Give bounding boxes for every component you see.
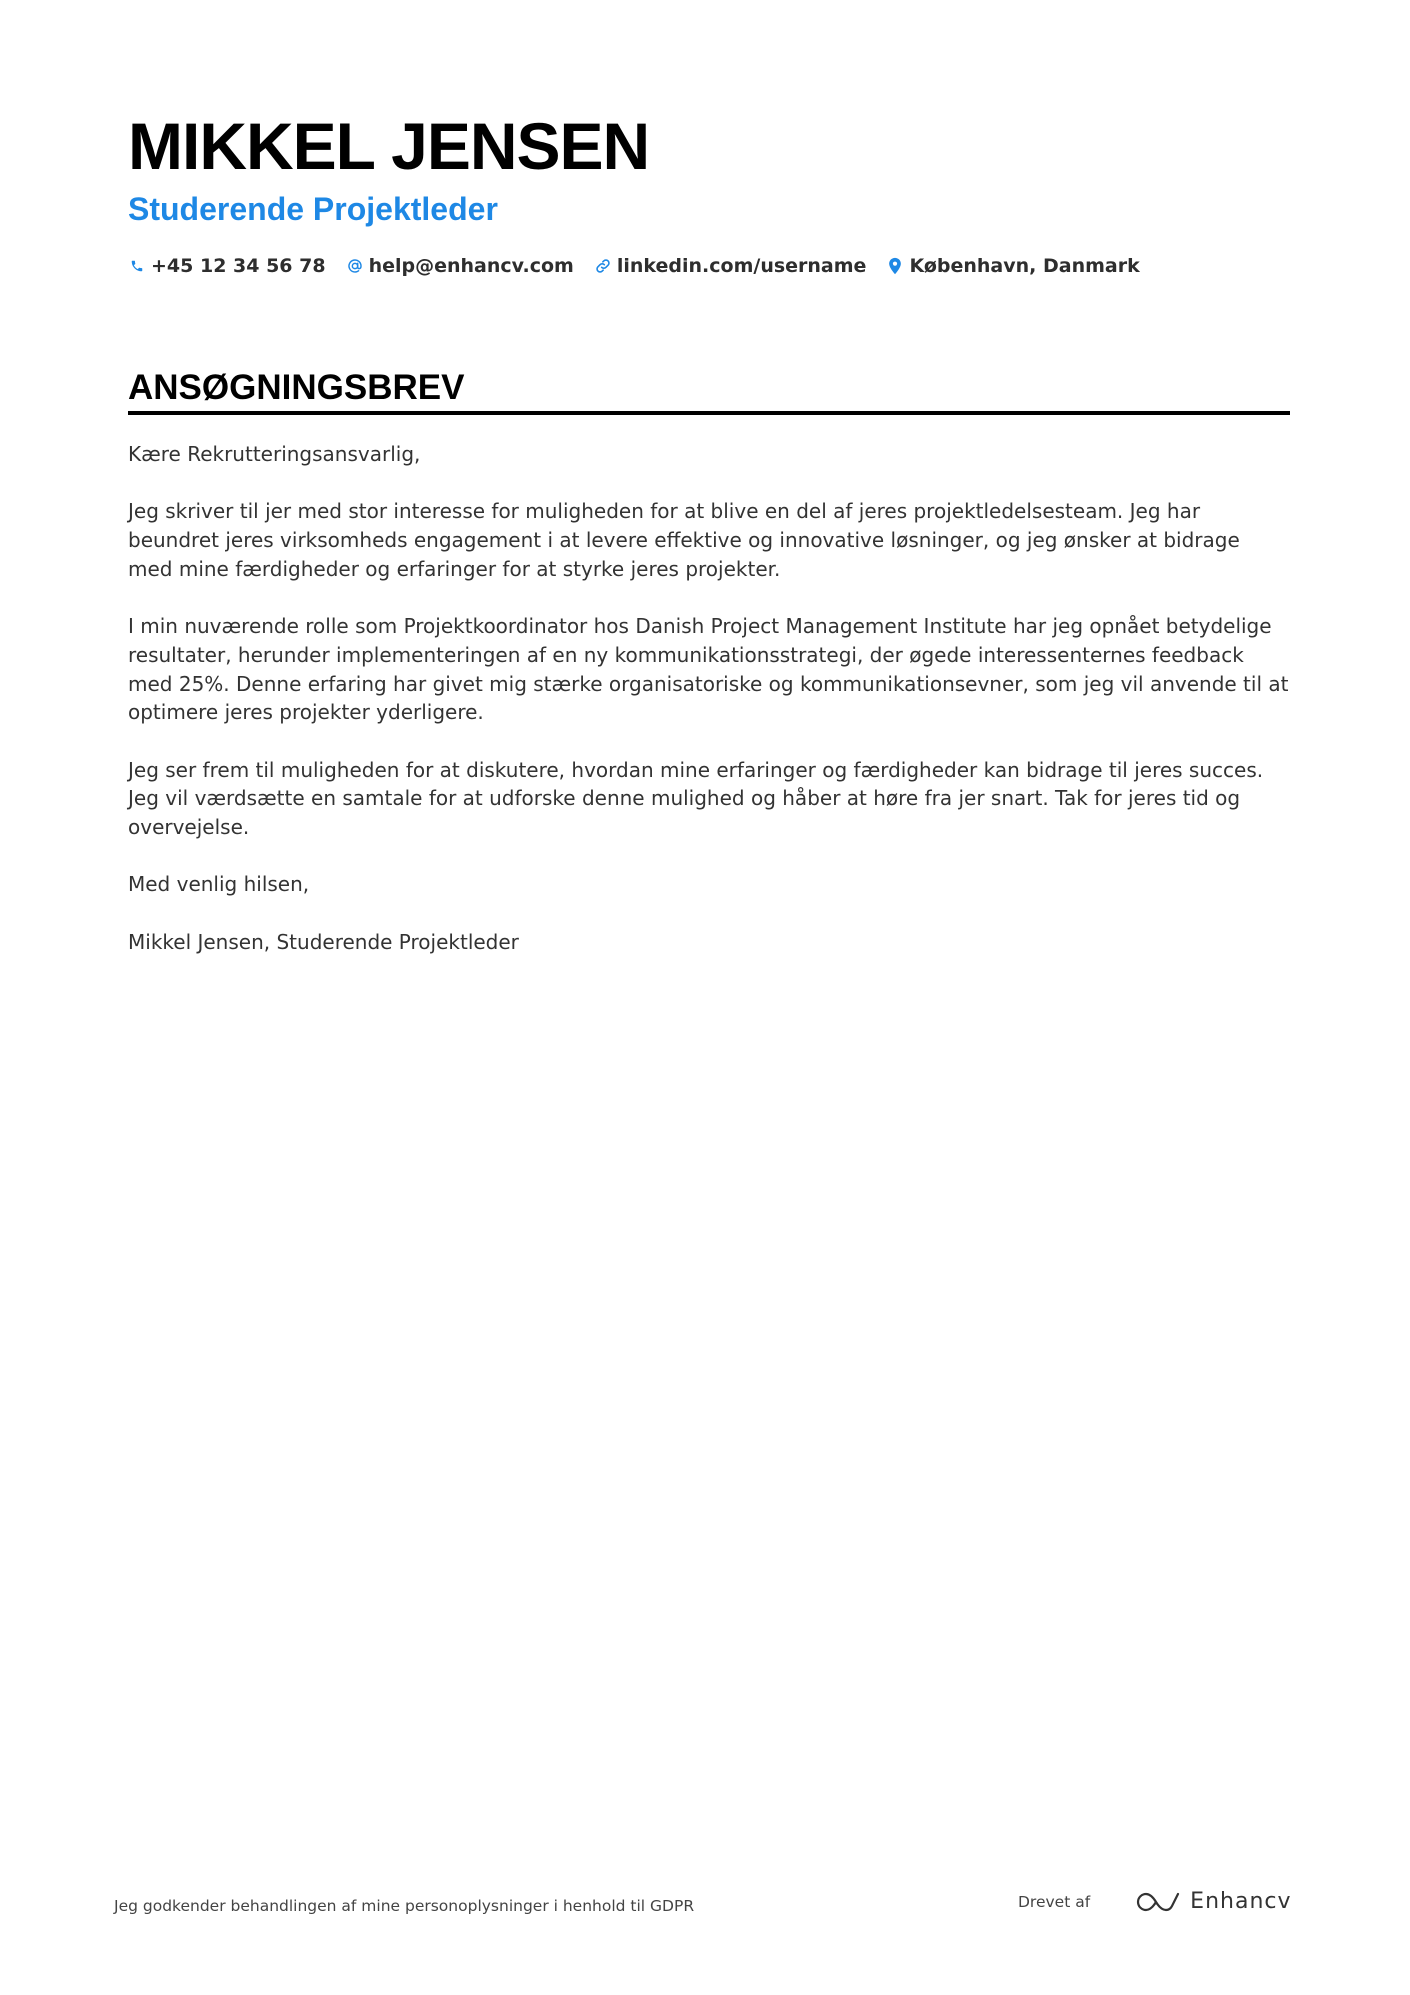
contact-bar	[128, 255, 1160, 277]
at-icon	[346, 256, 364, 276]
letter-paragraph: I min nuværende rolle som Projektkoordinator hos Danish Project Management Institute har jeg opnået betydelige resultater, herunder implementeringen af en ny kommunikationsstrategi, der øgede interessenternes feedback med 25%. Denne erfaring har givet mig stærke organisatoriske og kommunikationsevner, som jeg vil anvende til at optimere jeres projekter yderligere.	[128, 614, 1289, 725]
contact-email	[346, 255, 574, 277]
enhancv-brand[interactable]	[1134, 1889, 1291, 1914]
letter-paragraph: Jeg skriver til jer med stor interesse for muligheden for at blive en del af jeres projektledelsesteam. Jeg har beundret jeres virksomheds engagement i at levere effektive og innovative løsninger, og jeg ønsker at bidrage med mine færdigheder og erfaringer for at styrke jeres projekter.	[128, 499, 1240, 581]
applicant-name: MIKKEL JENSEN	[128, 109, 650, 183]
letter-signature: Mikkel Jensen, Studerende Projektleder	[128, 929, 519, 954]
contact-location	[886, 255, 1139, 277]
letter-greeting: Kære Rekrutteringsansvarlig,	[128, 442, 421, 466]
phone-number: +45 12 34 56 78	[151, 255, 326, 277]
link-icon	[594, 256, 612, 276]
enhancv-logo-icon	[1134, 1890, 1182, 1914]
letter-body	[128, 440, 1290, 985]
section-heading: ANSØGNINGSBREV	[128, 368, 465, 407]
enhancv-wordmark: Enhancv	[1190, 1889, 1292, 1914]
letter-closing: Med venlig hilsen,	[128, 872, 310, 897]
location: København, Danmark	[909, 255, 1140, 277]
powered-by	[1018, 1889, 1292, 1914]
location-pin-icon	[886, 256, 904, 276]
applicant-title: Studerende Projektleder	[128, 191, 498, 227]
contact-phone	[128, 255, 326, 277]
gdpr-consent-text: Jeg godkender behandlingen af mine personoplysninger i henhold til GDPR	[114, 1897, 695, 1915]
contact-linkedin	[594, 255, 867, 277]
linkedin-url: linkedin.com/username	[616, 255, 867, 277]
powered-by-label: Drevet af	[1018, 1892, 1091, 1911]
email-address: help@enhancv.com	[368, 255, 574, 277]
phone-icon	[128, 256, 146, 276]
letter-paragraph: Jeg ser frem til muligheden for at diskutere, hvordan mine erfaringer og færdigheder kan bidrage til jeres succes. Jeg vil værdsætte en samtale for at udforske denne mulighed og håber at høre fra jer snart. Tak for jeres tid og overvejelse.	[128, 757, 1264, 840]
section-divider	[128, 411, 1290, 415]
